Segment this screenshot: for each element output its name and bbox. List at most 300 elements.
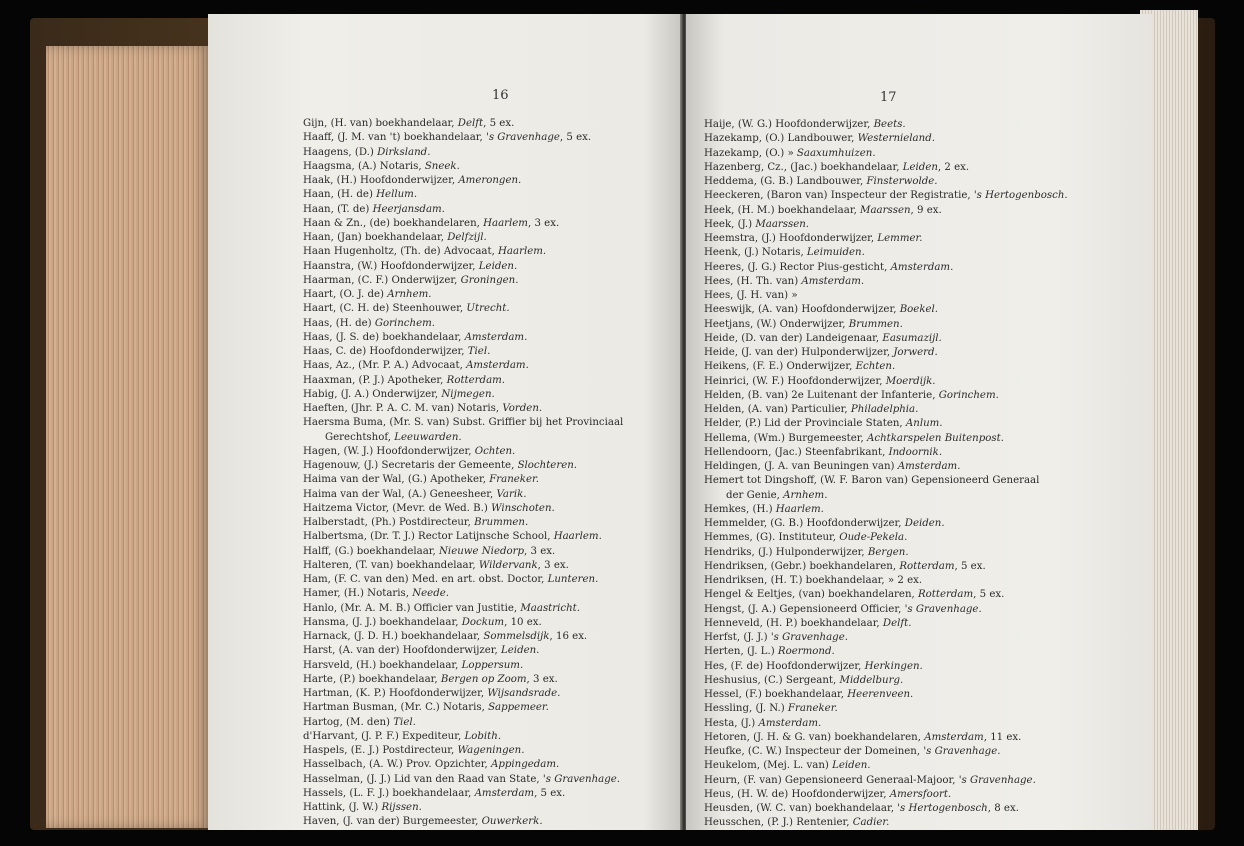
subscriber-place: Haarlem. bbox=[553, 531, 602, 543]
subscriber-name: Hemkes, (H.) bbox=[704, 503, 776, 515]
subscriber-name: Hees, (H. Th. van) bbox=[704, 275, 802, 287]
subscriber-entry bbox=[303, 687, 623, 701]
subscriber-name: Helder, (P.) Lid der Provinciale Staten, bbox=[704, 418, 906, 430]
subscriber-place: Amersfoort. bbox=[889, 788, 952, 800]
subscriber-place: Sommelsdijk bbox=[483, 631, 550, 642]
subscriber-place: Sneek. bbox=[424, 160, 460, 172]
subscriber-copies: , 5 ex. bbox=[534, 787, 566, 799]
subscriber-place: Slochteren. bbox=[517, 460, 578, 471]
subscriber-place: Leiden. bbox=[501, 645, 540, 657]
subscriber-name: Hengel & Eeltjes, (van) boekhandelaren, bbox=[704, 589, 918, 601]
subscriber-entry bbox=[303, 587, 623, 601]
subscriber-name: Hees, (J. H. van) » bbox=[704, 290, 798, 301]
subscriber-place: Lobith. bbox=[464, 730, 502, 742]
subscriber-entry bbox=[704, 275, 1068, 289]
subscriber-name: der Genie, bbox=[726, 489, 784, 501]
subscriber-place: Westernieland. bbox=[857, 133, 935, 145]
subscriber-place: Loppersum. bbox=[461, 659, 524, 671]
subscriber-entry bbox=[303, 245, 623, 259]
subscriber-place: Rotterdam bbox=[899, 560, 955, 572]
subscriber-entry bbox=[704, 788, 1068, 802]
subscriber-place: Delft bbox=[457, 118, 484, 129]
subscriber-entry bbox=[704, 417, 1068, 431]
subscriber-name: Heusschen, (P. J.) Rentenier, bbox=[704, 817, 853, 829]
subscriber-name: Haan, (Jan) boekhandelaar, bbox=[303, 232, 448, 243]
subscriber-name: Heeres, (J. G.) Rector Pius-gesticht, bbox=[704, 261, 891, 273]
subscriber-place: Hellum. bbox=[376, 189, 418, 201]
subscriber-entry bbox=[704, 745, 1068, 759]
subscriber-place: Tiel. bbox=[467, 346, 491, 357]
subscriber-entry bbox=[704, 446, 1068, 460]
subscriber-place: Leiden bbox=[902, 161, 938, 173]
subscriber-name: Heeswijk, (A. van) Hoofdonderwijzer, bbox=[704, 304, 900, 316]
subscriber-name: Haan, (T. de) bbox=[303, 203, 373, 215]
subscriber-name: Haas, Az., (Mr. P. A.) Advocaat, bbox=[303, 360, 467, 372]
subscriber-entry bbox=[303, 374, 623, 388]
subscriber-name: Heide, (D. van der) Landeigenaar, bbox=[704, 332, 883, 344]
subscriber-name: Halberstadt, (Ph.) Postdirecteur, bbox=[303, 517, 475, 528]
subscriber-entry bbox=[704, 332, 1068, 346]
subscriber-name: Heek, (J.) bbox=[704, 218, 756, 230]
subscriber-entry bbox=[303, 359, 623, 373]
subscriber-place: Rotterdam bbox=[918, 589, 974, 601]
subscriber-name: Hartman, (K. P.) Hoofdonderwijzer, bbox=[303, 688, 488, 699]
subscriber-entry bbox=[704, 603, 1068, 617]
subscriber-entry bbox=[303, 317, 623, 331]
subscriber-name: Halff, (G.) boekhandelaar, bbox=[303, 545, 440, 557]
subscriber-name: Hellema, (Wm.) Burgemeester, bbox=[704, 432, 867, 444]
subscriber-name: Hendriks, (J.) Hulponderwijzer, bbox=[704, 546, 868, 558]
subscriber-name: Haarman, (C. F.) Onderwijzer, bbox=[303, 274, 461, 286]
subscriber-name: Heetjans, (W.) Onderwijzer, bbox=[704, 318, 849, 330]
subscriber-entry bbox=[303, 331, 623, 345]
subscriber-place: Lunteren. bbox=[547, 574, 599, 585]
subscriber-place: Delft. bbox=[882, 617, 912, 629]
subscriber-name: Habig, (J. A.) Onderwijzer, bbox=[303, 388, 442, 400]
subscriber-place: Gorinchem. bbox=[374, 317, 435, 329]
subscriber-name: Gijn, (H. van) boekhandelaar, bbox=[303, 118, 458, 129]
subscriber-place: Leeuwarden. bbox=[394, 431, 462, 443]
subscriber-name: Heukelom, (Mej. L. van) bbox=[704, 760, 833, 772]
subscriber-entry bbox=[704, 774, 1068, 788]
subscriber-entry bbox=[704, 204, 1068, 218]
subscriber-name: Helden, (B. van) 2e Luitenant der Infanterie, bbox=[704, 389, 939, 401]
subscriber-place: Roermond. bbox=[777, 646, 835, 658]
subscriber-name: Ham, (F. C. van den) Med. en art. obst. Doctor, bbox=[303, 574, 548, 585]
subscriber-entry bbox=[704, 588, 1068, 602]
subscriber-name: Haersma Buma, (Mr. S. van) Subst. Griffier bij het Provinciaal bbox=[303, 417, 624, 429]
subscriber-entry bbox=[303, 473, 623, 487]
subscriber-name: Hazenberg, Cz., (Jac.) boekhandelaar, bbox=[704, 161, 903, 173]
subscriber-name: Hazekamp, (O.) Landbouwer, bbox=[704, 133, 858, 145]
subscriber-place: Arnhem. bbox=[783, 489, 828, 501]
subscriber-name: Heikens, (F. E.) Onderwijzer, bbox=[704, 361, 856, 373]
left-page bbox=[208, 14, 682, 830]
subscriber-name: Heinrici, (W. F.) Hoofdonderwijzer, bbox=[704, 375, 886, 387]
subscriber-place: Heerenveen. bbox=[847, 689, 914, 700]
subscriber-name: Hengst, (J. A.) Gepensioneerd Officier, bbox=[704, 603, 905, 615]
subscriber-name: Heshusius, (C.) Sergeant, bbox=[704, 674, 840, 686]
subscriber-name: Harsveld, (H.) boekhandelaar, bbox=[303, 659, 462, 671]
subscriber-place: Amsterdam. bbox=[466, 360, 529, 372]
subscriber-name: Heenk, (J.) Notaris, bbox=[704, 247, 807, 259]
subscriber-place: Gorinchem. bbox=[938, 389, 999, 401]
subscriber-place: Brummen. bbox=[474, 517, 529, 528]
subscriber-name: Hansma, (J. J.) boekhandelaar, bbox=[303, 616, 462, 628]
subscriber-entry bbox=[704, 360, 1068, 374]
subscriber-place: 's Hertogenbosch bbox=[897, 803, 988, 814]
subscriber-copies: , 2 ex. bbox=[937, 161, 970, 173]
subscriber-place: Middelburg. bbox=[839, 674, 904, 686]
subscriber-place: Vorden. bbox=[502, 403, 543, 414]
subscriber-place: Neede. bbox=[412, 588, 449, 600]
subscriber-entry bbox=[303, 730, 623, 744]
subscriber-name: Haije, (W. G.) Hoofdonderwijzer, bbox=[704, 119, 874, 130]
subscriber-place: Beets. bbox=[873, 119, 906, 130]
subscriber-place: 's Gravenhage. bbox=[770, 632, 848, 643]
subscriber-name: Hasselman, (J. J.) Lid van den Raad van State, bbox=[303, 773, 543, 785]
subscriber-name: Heus, (H. W. de) Hoofdonderwijzer, bbox=[704, 788, 890, 800]
subscriber-place: Anlum. bbox=[905, 418, 943, 430]
subscriber-place: Wijsandsrade. bbox=[487, 688, 561, 699]
subscriber-place: Amsterdam bbox=[924, 731, 984, 743]
subscriber-place: Rotterdam. bbox=[446, 374, 506, 386]
subscriber-copies: , 5 ex. bbox=[954, 560, 986, 572]
subscriber-place: Sappemeer. bbox=[488, 702, 549, 714]
subscriber-name: Hendriksen, (Gebr.) boekhandelaren, bbox=[704, 560, 900, 572]
subscriber-entry bbox=[303, 345, 623, 359]
subscriber-entry bbox=[303, 260, 623, 274]
subscriber-copies: , 8 ex. bbox=[987, 803, 1019, 814]
subscriber-entry bbox=[704, 403, 1068, 417]
subscriber-name: Haspels, (E. J.) Postdirecteur, bbox=[303, 745, 458, 756]
subscriber-name: Gerechtshof, bbox=[325, 431, 395, 443]
subscriber-place: Delfzijl. bbox=[447, 232, 487, 243]
subscriber-name: Herten, (J. L.) bbox=[704, 646, 778, 658]
subscriber-place: Wageningen. bbox=[457, 745, 525, 756]
subscriber-copies: , 5 ex. bbox=[483, 118, 515, 129]
subscriber-name: Haitzema Victor, (Mevr. de Wed. B.) bbox=[303, 502, 492, 514]
subscriber-entry bbox=[303, 445, 623, 459]
subscriber-entry bbox=[303, 416, 623, 430]
subscriber-place: Varik. bbox=[496, 488, 527, 500]
subscriber-place: Dockum bbox=[461, 616, 505, 628]
subscriber-name: Hendriksen, (H. T.) boekhandelaar, » 2 ex. bbox=[704, 575, 923, 586]
subscriber-name: Hamer, (H.) Notaris, bbox=[303, 588, 413, 600]
subscriber-name: Hessel, (F.) boekhandelaar, bbox=[704, 689, 848, 700]
subscriber-entry bbox=[303, 188, 623, 202]
subscriber-place: Leiden. bbox=[832, 760, 871, 772]
subscriber-name: Haaxman, (P. J.) Apotheker, bbox=[303, 374, 447, 386]
subscriber-place: Nijmegen. bbox=[441, 388, 495, 400]
subscriber-place: Tiel. bbox=[393, 716, 416, 728]
subscriber-place: Maastricht. bbox=[520, 602, 580, 614]
subscriber-entry bbox=[704, 232, 1068, 246]
subscriber-name: Haanstra, (W.) Hoofdonderwijzer, bbox=[303, 260, 479, 272]
subscriber-entry bbox=[303, 488, 623, 502]
subscriber-name: Heufke, (C. W.) Inspecteur der Domeinen, bbox=[704, 746, 924, 757]
subscriber-name: Hessling, (J. N.) bbox=[704, 703, 788, 715]
subscriber-entry bbox=[303, 530, 623, 544]
subscriber-place: Leiden. bbox=[478, 260, 518, 272]
subscriber-name: Halbertsma, (Dr. T. J.) Rector Latijnsche School, bbox=[303, 531, 554, 543]
subscriber-name: Hemert tot Dingshoff, (W. F. Baron van) Gepensioneerd Generaal bbox=[704, 475, 1040, 487]
subscriber-entry bbox=[704, 218, 1068, 232]
subscriber-place: Franeker. bbox=[787, 703, 838, 715]
subscriber-name: Halteren, (T. van) boekhandelaar, bbox=[303, 559, 479, 571]
subscriber-entry bbox=[303, 431, 623, 445]
subscriber-place: Bergen op Zoom bbox=[440, 673, 527, 685]
subscriber-copies: , 3 ex. bbox=[524, 545, 556, 557]
subscriber-name: Henneveld, (H. P.) boekhandelaar, bbox=[704, 617, 883, 629]
subscriber-place: 's Gravenhage bbox=[486, 132, 560, 144]
subscriber-entry bbox=[303, 274, 623, 288]
right-page bbox=[686, 14, 1152, 830]
subscriber-entry bbox=[704, 189, 1068, 203]
subscriber-name: Haima van der Wal, (G.) Apotheker, bbox=[303, 474, 490, 486]
subscriber-name: Haagsma, (A.) Notaris, bbox=[303, 160, 425, 172]
subscriber-entry bbox=[303, 160, 623, 174]
subscriber-name: d'Harvant, (J. P. F.) Expediteur, bbox=[303, 730, 465, 742]
subscriber-place: Jorwerd. bbox=[893, 347, 938, 358]
subscriber-place: Philadelphia. bbox=[850, 404, 919, 415]
subscriber-entry bbox=[303, 545, 623, 559]
subscriber-entry bbox=[704, 346, 1068, 360]
subscriber-place: Amerongen. bbox=[458, 175, 522, 186]
subscriber-copies: , 3 ex. bbox=[537, 559, 569, 571]
subscriber-name: Haart, (O. J. de) bbox=[303, 289, 388, 300]
subscriber-place: Haarlem bbox=[483, 217, 528, 229]
subscriber-entry bbox=[704, 546, 1068, 560]
subscriber-place: Deiden. bbox=[904, 518, 945, 529]
subscriber-entry bbox=[704, 147, 1068, 161]
subscriber-name: Harnack, (J. D. H.) boekhandelaar, bbox=[303, 631, 484, 642]
subscriber-place: Franeker. bbox=[489, 474, 539, 486]
subscriber-place: Lemmer. bbox=[877, 233, 923, 244]
subscriber-entry bbox=[704, 702, 1068, 716]
subscriber-name: Haart, (C. H. de) Steenhouwer, bbox=[303, 303, 467, 315]
subscriber-name: Haan Hugenholtz, (Th. de) Advocaat, bbox=[303, 246, 499, 258]
subscriber-entry bbox=[303, 801, 623, 815]
subscriber-place: Saaxumhuizen. bbox=[796, 147, 876, 159]
subscriber-entry bbox=[303, 787, 623, 801]
subscriber-place: Oude-Pekela. bbox=[839, 532, 908, 544]
subscriber-place: Cadier. bbox=[852, 817, 890, 829]
subscriber-name: Haeften, (Jhr. P. A. C. M. van) Notaris, bbox=[303, 403, 503, 414]
right-subscriber-list bbox=[704, 118, 1068, 830]
subscriber-place: Appingedam. bbox=[490, 759, 560, 771]
subscriber-entry bbox=[303, 459, 623, 473]
subscriber-place: Wildervank bbox=[478, 559, 538, 571]
subscriber-entry bbox=[303, 815, 623, 829]
subscriber-entry bbox=[303, 502, 623, 516]
subscriber-entry bbox=[704, 246, 1068, 260]
subscriber-name: Heek, (H. M.) boekhandelaar, bbox=[704, 204, 861, 216]
subscriber-copies: , 3 ex. bbox=[526, 673, 558, 685]
subscriber-place: Leimuiden. bbox=[806, 247, 865, 259]
subscriber-name: Haas, (H. de) bbox=[303, 317, 375, 329]
subscriber-entry bbox=[303, 388, 623, 402]
subscriber-name: Heusden, (W. C. van) boekhandelaar, bbox=[704, 803, 898, 814]
subscriber-entry bbox=[303, 716, 623, 730]
subscriber-name: Hes, (F. de) Hoofdonderwijzer, bbox=[704, 660, 865, 672]
subscriber-entry bbox=[303, 773, 623, 787]
subscriber-entry bbox=[303, 673, 623, 687]
subscriber-name: Haaff, (J. M. van 't) boekhandelaar, bbox=[303, 132, 487, 144]
subscriber-name: Hassels, (L. F. J.) boekhandelaar, bbox=[303, 787, 475, 799]
subscriber-name: Haima van der Wal, (A.) Geneesheer, bbox=[303, 488, 497, 500]
subscriber-place: Dirksland. bbox=[377, 146, 431, 158]
left-page-edges bbox=[46, 46, 211, 828]
subscriber-place: Ouwerkerk. bbox=[481, 816, 543, 828]
subscriber-entry bbox=[704, 731, 1068, 745]
subscriber-entry bbox=[303, 559, 623, 573]
subscriber-place: Bergen. bbox=[867, 546, 909, 558]
subscriber-copies: , 5 ex. bbox=[973, 589, 1005, 601]
subscriber-name: Hazekamp, (O.) » bbox=[704, 147, 797, 159]
subscriber-entry bbox=[303, 117, 623, 131]
subscriber-entry bbox=[704, 318, 1068, 332]
subscriber-name: Hesta, (J.) bbox=[704, 717, 759, 729]
subscriber-place: Amsterdam. bbox=[801, 275, 865, 287]
subscriber-place: Haarlem. bbox=[498, 246, 547, 258]
subscriber-copies: , 16 ex. bbox=[549, 631, 588, 642]
subscriber-name: Haak, (H.) Hoofdonderwijzer, bbox=[303, 175, 459, 186]
subscriber-entry bbox=[704, 617, 1068, 631]
subscriber-place: 's Gravenhage. bbox=[923, 746, 1001, 757]
subscriber-place: Winschoten. bbox=[491, 502, 555, 514]
subscriber-place: Finsterwolde. bbox=[866, 176, 938, 187]
subscriber-name: Hanlo, (Mr. A. M. B.) Officier van Justitie, bbox=[303, 602, 521, 614]
subscriber-entry bbox=[704, 660, 1068, 674]
subscriber-entry bbox=[704, 132, 1068, 146]
subscriber-entry bbox=[704, 674, 1068, 688]
subscriber-place: Groningen. bbox=[460, 274, 519, 286]
subscriber-name: Haas, (J. S. de) boekhandelaar, bbox=[303, 331, 465, 343]
left-subscriber-list bbox=[303, 117, 623, 830]
subscriber-name: Heide, (J. van der) Hulponderwijzer, bbox=[704, 347, 894, 358]
subscriber-name: Haan & Zn., (de) boekhandelaren, bbox=[303, 217, 484, 229]
subscriber-entry bbox=[303, 203, 623, 217]
subscriber-entry bbox=[303, 288, 623, 302]
right-page-number: 17 bbox=[880, 90, 897, 105]
subscriber-place: Amsterdam bbox=[474, 787, 535, 799]
subscriber-entry bbox=[704, 261, 1068, 275]
subscriber-entry bbox=[303, 516, 623, 530]
subscriber-name: Hemmelder, (G. B.) Hoofdonderwijzer, bbox=[704, 518, 905, 529]
subscriber-name: Hetoren, (J. H. & G. van) boekhandelaren, bbox=[704, 731, 925, 743]
subscriber-name: Haas, C. de) Hoofdonderwijzer, bbox=[303, 346, 468, 357]
subscriber-place: Rijssen. bbox=[381, 802, 422, 813]
subscriber-entry bbox=[704, 175, 1068, 189]
subscriber-name: Hagen, (W. J.) Hoofdonderwijzer, bbox=[303, 445, 475, 457]
subscriber-copies: , 3 ex. bbox=[527, 217, 560, 229]
subscriber-name: Heemstra, (J.) Hoofdonderwijzer, bbox=[704, 233, 878, 244]
subscriber-place: Maarssen bbox=[860, 204, 911, 216]
subscriber-entry bbox=[704, 489, 1068, 503]
subscriber-entry bbox=[303, 217, 623, 231]
subscriber-entry bbox=[704, 816, 1068, 830]
subscriber-name: Hartog, (M. den) bbox=[303, 716, 394, 728]
subscriber-entry bbox=[704, 474, 1068, 488]
subscriber-name: Helden, (A. van) Particulier, bbox=[704, 404, 851, 415]
subscriber-entry bbox=[704, 375, 1068, 389]
subscriber-entry bbox=[704, 631, 1068, 645]
subscriber-place: Amsterdam. bbox=[758, 717, 822, 729]
subscriber-name: Haagens, (D.) bbox=[303, 146, 378, 158]
subscriber-name: Herfst, (J. J.) bbox=[704, 632, 771, 643]
subscriber-entry bbox=[704, 118, 1068, 132]
subscriber-name: Hagenouw, (J.) Secretaris der Gemeente, bbox=[303, 460, 518, 471]
subscriber-name: Heurn, (F. van) Gepensioneerd Generaal-Majoor, bbox=[704, 774, 959, 786]
subscriber-entry bbox=[303, 302, 623, 316]
subscriber-entry bbox=[303, 644, 623, 658]
subscriber-place: Arnhem. bbox=[387, 289, 432, 300]
subscriber-place: Indoornik. bbox=[888, 446, 943, 458]
subscriber-name: Haven, (J. van der) Burgemeester, bbox=[303, 816, 482, 828]
subscriber-entry bbox=[303, 231, 623, 245]
subscriber-entry bbox=[704, 574, 1068, 588]
subscriber-name: Hasselbach, (A. W.) Prov. Opzichter, bbox=[303, 759, 491, 771]
subscriber-entry bbox=[303, 744, 623, 758]
subscriber-place: Ochten. bbox=[474, 445, 516, 457]
subscriber-name: Hemmes, (G). Instituteur, bbox=[704, 532, 840, 544]
subscriber-entry bbox=[704, 802, 1068, 816]
subscriber-entry bbox=[303, 630, 623, 644]
subscriber-place: 's Hertogenbosch. bbox=[973, 190, 1068, 202]
subscriber-copies: , 9 ex. bbox=[910, 204, 942, 216]
subscriber-entry bbox=[303, 602, 623, 616]
subscriber-entry bbox=[303, 402, 623, 416]
subscriber-entry bbox=[303, 701, 623, 715]
subscriber-entry bbox=[704, 645, 1068, 659]
subscriber-name: Harte, (P.) boekhandelaar, bbox=[303, 673, 441, 685]
subscriber-entry bbox=[704, 759, 1068, 773]
subscriber-entry bbox=[704, 503, 1068, 517]
subscriber-copies: , 11 ex. bbox=[983, 731, 1022, 743]
subscriber-place: Heerjansdam. bbox=[372, 203, 445, 215]
subscriber-place: Echten. bbox=[855, 361, 896, 373]
subscriber-place: Amsterdam. bbox=[897, 461, 961, 472]
subscriber-place: Easumazijl. bbox=[882, 332, 942, 344]
subscriber-name: Hellendoorn, (Jac.) Steenfabrikant, bbox=[704, 446, 889, 458]
left-page-number: 16 bbox=[492, 88, 509, 103]
subscriber-entry bbox=[303, 146, 623, 160]
subscriber-entry bbox=[704, 560, 1068, 574]
subscriber-entry bbox=[704, 161, 1068, 175]
subscriber-entry bbox=[704, 531, 1068, 545]
subscriber-entry bbox=[704, 517, 1068, 531]
subscriber-entry bbox=[704, 289, 1068, 303]
subscriber-place: Boekel. bbox=[899, 304, 939, 316]
subscriber-place: Utrecht. bbox=[466, 303, 510, 315]
subscriber-name: Haan, (H. de) bbox=[303, 189, 377, 201]
subscriber-place: Haarlem. bbox=[775, 503, 824, 515]
subscriber-name: Harst, (A. van der) Hoofdonderwijzer, bbox=[303, 645, 502, 657]
subscriber-entry bbox=[704, 460, 1068, 474]
subscriber-entry bbox=[303, 174, 623, 188]
subscriber-entry bbox=[303, 573, 623, 587]
subscriber-copies: , 5 ex. bbox=[559, 132, 592, 144]
subscriber-place: Herkingen. bbox=[864, 660, 923, 672]
subscriber-entry bbox=[704, 303, 1068, 317]
subscriber-place: Amsterdam. bbox=[890, 261, 954, 273]
subscriber-entry bbox=[303, 659, 623, 673]
subscriber-place: 's Gravenhage. bbox=[904, 603, 982, 615]
subscriber-place: Nieuwe Niedorp bbox=[439, 545, 525, 557]
subscriber-entry bbox=[704, 389, 1068, 403]
subscriber-name: Heddema, (G. B.) Landbouwer, bbox=[704, 176, 867, 187]
